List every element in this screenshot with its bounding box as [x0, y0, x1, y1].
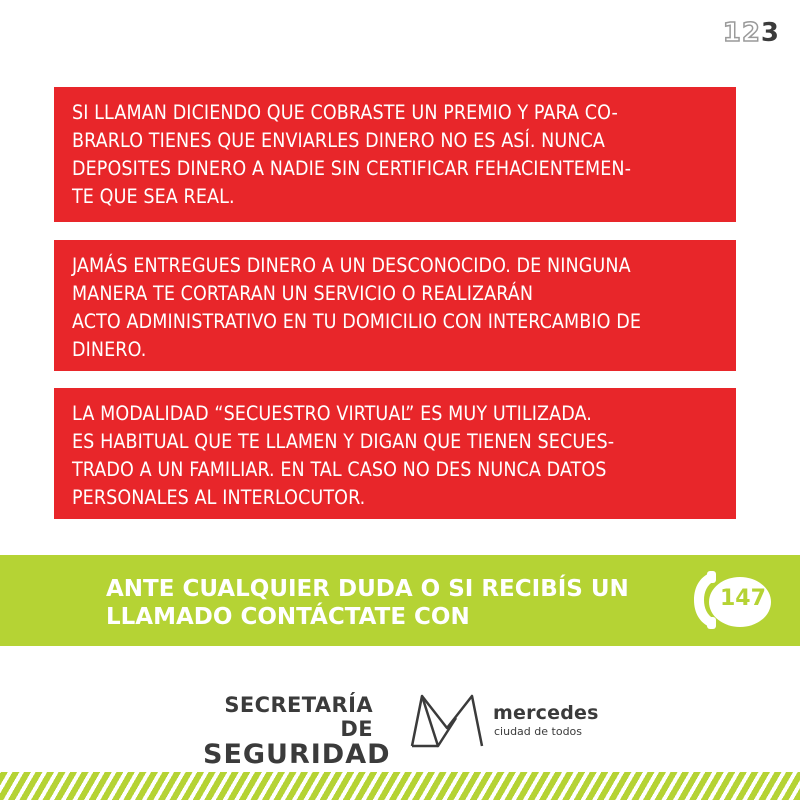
department-line-1: SECRETARÍA DE [224, 693, 373, 741]
city-name: mercedes [493, 702, 599, 724]
phone-icon [688, 569, 718, 631]
page-indicator [723, 18, 780, 48]
department-name [203, 693, 391, 770]
page-number-current: 3 [760, 18, 780, 48]
decorative-stripes [0, 772, 800, 800]
tip-card-prize-scam: SI LLAMAN DICIENDO QUE COBRASTE UN PREMIO Y PARA CO- BRARLO TIENES QUE ENVIARLES DINERO NO ES ASÍ. NUNCA DEPOSITES DINERO A NADIE SIN CERTIFICAR FEHACIENTEMEN- TE QUE SEA REAL. [54, 87, 736, 222]
contact-banner [0, 555, 800, 646]
department-line-2: SEGURIDAD [203, 739, 391, 770]
contact-banner-text: ANTE CUALQUIER DUDA O SI RECIBÍS UN LLAMADO CONTÁCTATE CON [106, 576, 629, 630]
tip-card-virtual-kidnapping: LA MODALIDAD “SECUESTRO VIRTUAL” ES MUY UTILIZADA. ES HABITUAL QUE TE LLAMEN Y DIGAN QUE TIENEN SECUES- TRADO A UN FAMILIAR. EN TAL CASO NO DES NUNCA DATOS PERSONALES AL INTERLOCUTOR. [54, 388, 736, 519]
phone-number: 147 [720, 586, 766, 611]
city-tagline: ciudad de todos [494, 725, 583, 738]
tip-card-stranger-money: JAMÁS ENTREGUES DINERO A UN DESCONOCIDO. DE NINGUNA MANERA TE CORTARAN UN SERVICIO O REALIZARÁN ACTO ADMINISTRATIVO EN TU DOMICILIO CON INTERCAMBIO DE DINERO. [54, 240, 736, 371]
page-number-2: 2 [741, 18, 761, 48]
mercedes-logo-icon [408, 688, 486, 750]
page-number-1: 1 [722, 18, 742, 48]
